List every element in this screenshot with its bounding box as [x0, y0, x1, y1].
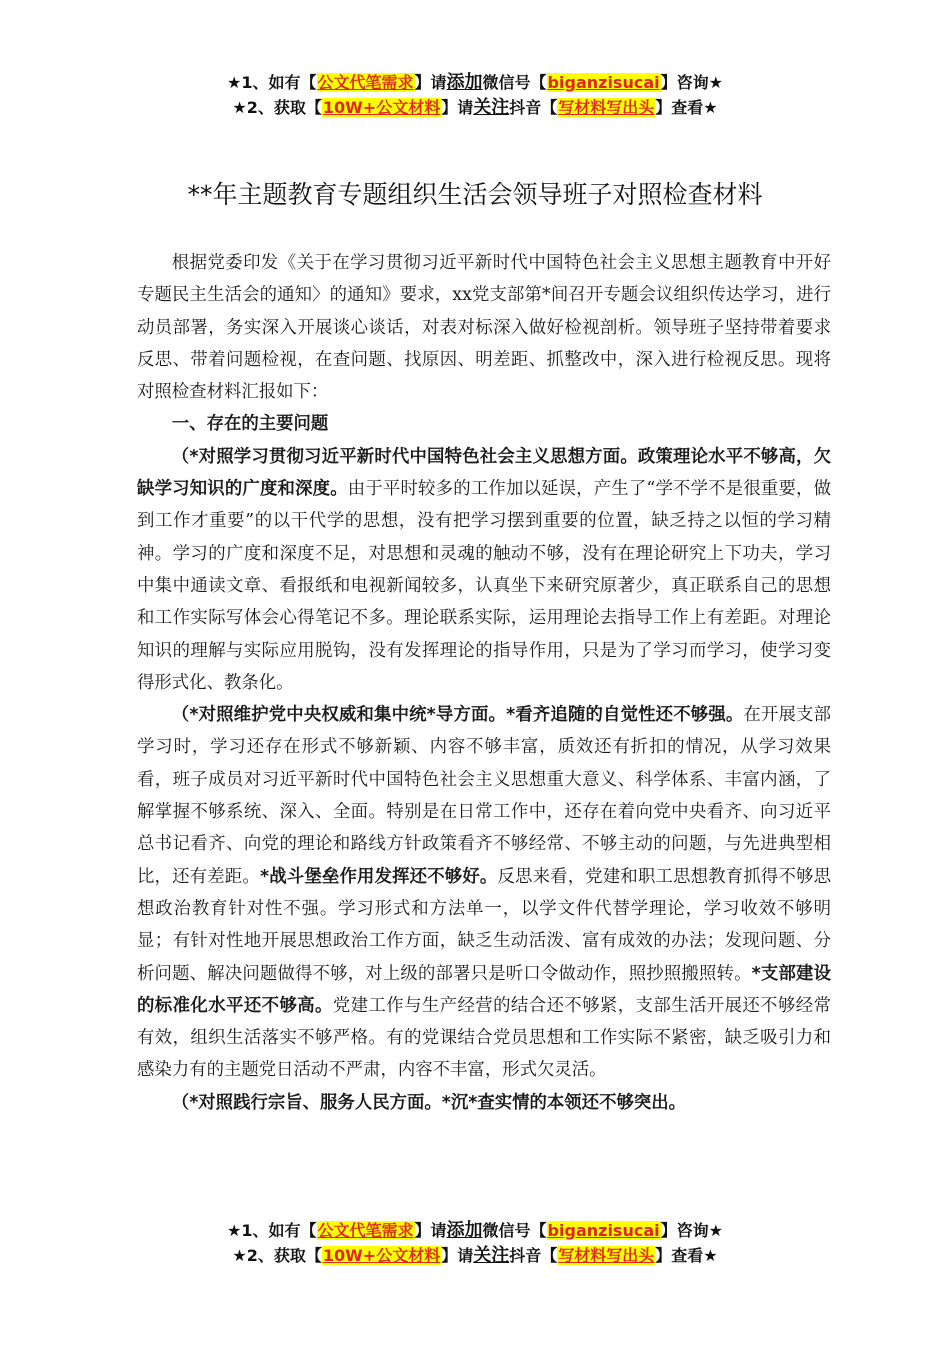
paragraph-2 — [137, 699, 831, 1087]
wechat-id-highlight[interactable]: biganzisucai — [547, 73, 660, 92]
douyin-account-highlight[interactable]: 写材料写出头 — [558, 1246, 655, 1265]
banner-line-2 — [0, 95, 950, 120]
banner-text: 抖音【 — [509, 1246, 558, 1265]
banner-text: 微信号【 — [482, 1221, 547, 1240]
banner-text: ★1、如有【 — [227, 73, 317, 92]
banner-line-1 — [0, 1218, 950, 1243]
banner-text: ★2、获取【 — [232, 1246, 322, 1265]
service-highlight[interactable]: 公文代笔需求 — [317, 73, 414, 92]
add-emphasis: 添加 — [446, 1220, 483, 1241]
banner-text: 】查看★ — [655, 98, 718, 117]
top-banner — [0, 70, 950, 120]
section-heading: 一、存在的主要问题 — [171, 414, 329, 435]
paragraph-2-bold-2: *战斗堡垒作用发挥还不够好。 — [259, 866, 498, 887]
banner-text: 抖音【 — [509, 98, 558, 117]
intro-paragraph: 根据党委印发《关于在学习贯彻习近平新时代中国特色社会主义思想主题教育中开好专题民主生活会的通知〉的通知》要求，xx党支部第*间召开专题会议组织传达学习，进行动员部署，务实深入开展谈心谈话，对表对标深入做好检视剖析。领导班子坚持带着要求反思、带着问题检视，在查问题、找原因、明差距、抓整改中，深入进行检视反思。现将对照检查材料汇报如下： — [137, 253, 831, 403]
banner-line-1 — [0, 70, 950, 95]
banner-line-2 — [0, 1243, 950, 1268]
document-body — [137, 247, 831, 1119]
material-highlight[interactable]: 10W+公文材料 — [322, 1246, 441, 1265]
banner-text: 】请 — [441, 98, 474, 117]
paragraph-1-bold: （*对照学习贯彻习近平新时代中国特色社会主义思想方面。政策理论水平不够高，欠缺学习知识的广度和深度。 — [137, 446, 831, 500]
bottom-banner — [0, 1218, 950, 1268]
follow-emphasis: 关注 — [473, 1245, 510, 1266]
paragraph-3-bold: （*对照践行宗旨、服务人民方面。*沉*查实情的本领还不够突出。 — [171, 1092, 687, 1113]
banner-text: ★2、获取【 — [232, 98, 322, 117]
banner-text: 】请 — [441, 1246, 474, 1265]
material-highlight[interactable]: 10W+公文材料 — [322, 98, 441, 117]
follow-emphasis: 关注 — [473, 97, 510, 118]
banner-text: 】请 — [414, 1221, 447, 1240]
paragraph-1-text: 由于平时较多的工作加以延误，产生了“学不学不是很重要，做到工作才重要”的以干代学的思想，没有把学习摆到重要的位置，缺乏持之以恒的学习精神。学习的广度和深度不足，对思想和灵魂的触动不够，没有在理论研究上下功夫，学习中集中通读文章、看报纸和电视新闻较多，认真坐下来研究原著少，真正联系自己的思想和工作实际写体会心得笔记不多。理论联系实际，运用理论去指导工作上有差距。对理论知识的理解与实际应用脱钩，没有发挥理论的指导作用，只是为了学习而学习，使学习变得形式化、教条化。 — [137, 479, 831, 693]
banner-text: ★1、如有【 — [227, 1221, 317, 1240]
paragraph-2-bold: （*对照维护党中央权威和集中统*导方面。*看齐追随的自觉性还不够强。 — [171, 705, 744, 726]
banner-text: 】咨询★ — [660, 1221, 723, 1240]
service-highlight[interactable]: 公文代笔需求 — [317, 1221, 414, 1240]
banner-text: 微信号【 — [482, 73, 547, 92]
paragraph-1 — [137, 441, 831, 699]
document-title: **年主题教育专题组织生活会领导班子对照检查材料 — [187, 180, 763, 209]
paragraph-3 — [137, 1087, 831, 1119]
banner-text: 】请 — [414, 73, 447, 92]
add-emphasis: 添加 — [446, 72, 483, 93]
douyin-account-highlight[interactable]: 写材料写出头 — [558, 98, 655, 117]
banner-text: 】咨询★ — [660, 73, 723, 92]
paragraph-2-text-2: 反思来看，党建和职工思想教育抓得不够思想政治教育针对性不强。学习形式和方法单一，以学文件代替学理论，学习收效不够明显；有针对性地开展思想政治工作方面，缺乏生动活泼、富有成效的办法；发现问题、分析问题、解决问题做得不够，对上级的部署只是听口令做动作，照抄照搬照转。 — [137, 866, 831, 984]
paragraph-2-text-3: 党建工作与生产经营的结合还不够紧，支部生活开展还不够经常有效，组织生活落实不够严格。有的党课结合党员思想和工作实际不紧密，缺乏吸引力和感染力有的主题党日活动不严肃，内容不丰富，形式欠灵活。 — [137, 995, 831, 1081]
wechat-id-highlight[interactable]: biganzisucai — [547, 1221, 660, 1240]
banner-text: 】查看★ — [655, 1246, 718, 1265]
paragraph-2-text: 在开展支部学习时，学习还存在形式不够新颖、内容不够丰富，质效还有折扣的情况，从学习效果看，班子成员对习近平新时代中国特色社会主义思想重大意义、科学体系、丰富内涵，了解掌握不够系统、深入、全面。特别是在日常工作中，还存在着向党中央看齐、向习近平总书记看齐、向党的理论和路线方针政策看齐不够经常、不够主动的问题，与先进典型相比，还有差距。 — [137, 705, 831, 887]
paragraph-2-bold-3: *支部建设的标准化水平还不够高。 — [137, 963, 831, 1016]
